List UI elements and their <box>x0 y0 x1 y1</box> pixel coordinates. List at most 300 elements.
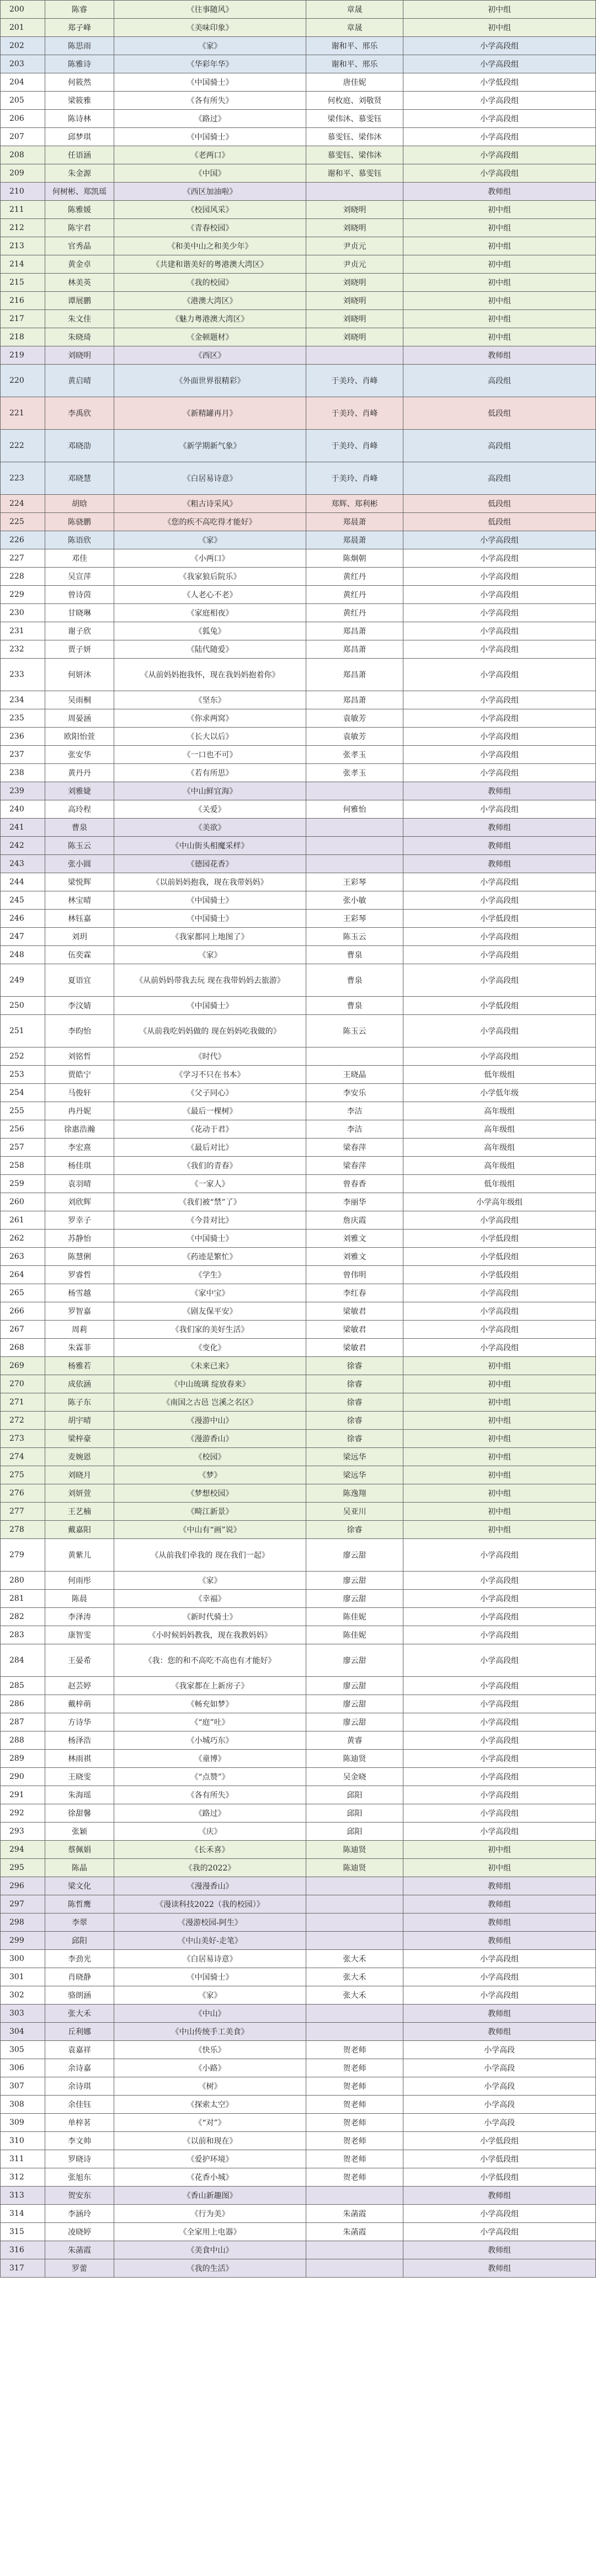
teacher-name-cell: 刘晓明 <box>306 219 403 237</box>
teacher-name-cell: 徐睿 <box>306 1393 403 1412</box>
table-row <box>1 1503 596 1521</box>
group-name-cell: 高段组 <box>403 462 596 495</box>
table-row <box>1 604 596 622</box>
row-number-cell: 280 <box>1 1572 45 1590</box>
student-name-cell: 单梓茗 <box>45 2114 114 2132</box>
table-row <box>1 1393 596 1412</box>
work-title-cell: 《坚东》 <box>114 691 306 709</box>
teacher-name-cell: 徐睿 <box>306 1521 403 1539</box>
teacher-name-cell: 廖云甜 <box>306 1539 403 1572</box>
student-name-cell: 陈晶 <box>45 1859 114 1877</box>
student-name-cell: 林美英 <box>45 274 114 292</box>
work-title-cell: 《中国骑士》 <box>114 128 306 146</box>
row-number-cell: 281 <box>1 1590 45 1608</box>
work-title-cell: 《我的生活》 <box>114 2259 306 2278</box>
table-row <box>1 764 596 782</box>
table-row <box>1 2023 596 2041</box>
table-row <box>1 237 596 255</box>
student-name-cell: 陈子东 <box>45 1393 114 1412</box>
teacher-name-cell: 廖云甜 <box>306 1713 403 1731</box>
work-title-cell: 《家》 <box>114 531 306 549</box>
student-name-cell: 刘晓明 <box>45 346 114 365</box>
work-title-cell: 《最后一棵树》 <box>114 1102 306 1120</box>
table-row <box>1 37 596 55</box>
group-name-cell: 小学低段组 <box>403 2168 596 2187</box>
student-name-cell: 朱菡霞 <box>45 2241 114 2259</box>
table-row <box>1 1590 596 1608</box>
teacher-name-cell: 刘晓明 <box>306 274 403 292</box>
table-row <box>1 397 596 430</box>
row-number-cell: 225 <box>1 513 45 531</box>
teacher-name-cell: 梁远华 <box>306 1448 403 1466</box>
work-title-cell: 《一口也不可》 <box>114 746 306 764</box>
teacher-name-cell: 于美玲、肖峰 <box>306 430 403 462</box>
work-title-cell: 《“对”》 <box>114 2114 306 2132</box>
group-name-cell: 小学高段组 <box>403 1321 596 1339</box>
group-name-cell: 小学高段组 <box>403 128 596 146</box>
work-title-cell: 《长大以后》 <box>114 728 306 746</box>
row-number-cell: 314 <box>1 2205 45 2223</box>
teacher-name-cell: 陈佳妮 <box>306 1608 403 1626</box>
group-name-cell: 小学高段 <box>403 2077 596 2096</box>
group-name-cell: 小学高段组 <box>403 709 596 728</box>
table-row <box>1 1066 596 1084</box>
group-name-cell: 小学高段组 <box>403 1713 596 1731</box>
group-name-cell: 小学高段组 <box>403 568 596 586</box>
row-number-cell: 236 <box>1 728 45 746</box>
work-title-cell: 《我们的青春》 <box>114 1157 306 1175</box>
student-name-cell: 郑子峰 <box>45 19 114 37</box>
student-name-cell: 陈慧俐 <box>45 1248 114 1266</box>
work-title-cell: 《外面世界很精彩》 <box>114 365 306 397</box>
table-row <box>1 73 596 92</box>
teacher-name-cell: 刘晓明 <box>306 328 403 346</box>
teacher-name-cell: 张大禾 <box>306 1950 403 1968</box>
table-row <box>1 2205 596 2223</box>
work-title-cell: 《漫读科技2022（我的校园）》 <box>114 1895 306 1914</box>
student-name-cell: 黄丹丹 <box>45 764 114 782</box>
row-number-cell: 265 <box>1 1284 45 1302</box>
teacher-name-cell: 于美玲、肖峰 <box>306 462 403 495</box>
group-name-cell: 小学高段组 <box>403 622 596 640</box>
work-title-cell: 《家》 <box>114 37 306 55</box>
student-name-cell: 刘铭哲 <box>45 1047 114 1066</box>
group-name-cell: 小学高段组 <box>403 110 596 128</box>
table-row <box>1 640 596 659</box>
group-name-cell: 小学高段组 <box>403 1572 596 1590</box>
teacher-name-cell: 郑昌萧 <box>306 622 403 640</box>
student-name-cell: 欧阳怡萱 <box>45 728 114 746</box>
row-number-cell: 272 <box>1 1412 45 1430</box>
group-name-cell: 小学低段组 <box>403 1230 596 1248</box>
teacher-name-cell: 张小敏 <box>306 891 403 910</box>
group-name-cell: 高年级组 <box>403 1139 596 1157</box>
group-name-cell: 教师组 <box>403 346 596 365</box>
table-row <box>1 274 596 292</box>
work-title-cell: 《中国骑士》 <box>114 997 306 1015</box>
table-row <box>1 1644 596 1677</box>
student-name-cell: 吴雨桐 <box>45 691 114 709</box>
student-name-cell: 朱金源 <box>45 164 114 183</box>
teacher-name-cell <box>306 2187 403 2205</box>
table-row <box>1 2059 596 2077</box>
work-title-cell: 《我们被“禁”了》 <box>114 1193 306 1211</box>
teacher-name-cell: 陈迪贤 <box>306 1750 403 1768</box>
table-row <box>1 513 596 531</box>
teacher-name-cell: 郑晨萧 <box>306 513 403 531</box>
student-name-cell: 伍奕霖 <box>45 946 114 964</box>
group-name-cell: 小学高段组 <box>403 1211 596 1230</box>
student-name-cell: 胡宇晴 <box>45 1412 114 1430</box>
work-title-cell: 《人老心不老》 <box>114 586 306 604</box>
table-row <box>1 1484 596 1503</box>
table-row <box>1 964 596 997</box>
row-number-cell: 245 <box>1 891 45 910</box>
table-row <box>1 2168 596 2187</box>
group-name-cell: 初中组 <box>403 310 596 328</box>
row-number-cell: 256 <box>1 1120 45 1139</box>
teacher-name-cell: 吴亚川 <box>306 1503 403 1521</box>
table-row <box>1 1895 596 1914</box>
student-name-cell: 周莉 <box>45 1321 114 1339</box>
work-title-cell: 《小时候妈妈教我，现在我教妈妈》 <box>114 1626 306 1644</box>
table-row <box>1 1 596 19</box>
row-number-cell: 242 <box>1 837 45 855</box>
group-name-cell: 小学高段 <box>403 2059 596 2077</box>
row-number-cell: 248 <box>1 946 45 964</box>
student-name-cell: 何筱然 <box>45 73 114 92</box>
teacher-name-cell: 邱阳 <box>306 1786 403 1804</box>
student-name-cell: 陈诗林 <box>45 110 114 128</box>
row-number-cell: 276 <box>1 1484 45 1503</box>
group-name-cell: 小学高段组 <box>403 1677 596 1695</box>
group-name-cell: 初中组 <box>403 237 596 255</box>
work-title-cell: 《父子同心》 <box>114 1084 306 1102</box>
row-number-cell: 316 <box>1 2241 45 2259</box>
student-name-cell: 罗睿哲 <box>45 1266 114 1284</box>
table-row <box>1 746 596 764</box>
row-number-cell: 252 <box>1 1047 45 1066</box>
teacher-name-cell: 王彩琴 <box>306 873 403 891</box>
teacher-name-cell: 尹贞元 <box>306 237 403 255</box>
teacher-name-cell: 张孝玉 <box>306 764 403 782</box>
student-name-cell: 骆朗涵 <box>45 1986 114 2005</box>
student-name-cell: 罗晓诗 <box>45 2150 114 2168</box>
row-number-cell: 287 <box>1 1713 45 1731</box>
teacher-name-cell: 李丽华 <box>306 1193 403 1211</box>
table-row <box>1 1211 596 1230</box>
teacher-name-cell: 梁伟沐、慕雯钰 <box>306 110 403 128</box>
teacher-name-cell: 陈炯朝 <box>306 549 403 568</box>
row-number-cell: 269 <box>1 1357 45 1375</box>
row-number-cell: 206 <box>1 110 45 128</box>
row-number-cell: 222 <box>1 430 45 462</box>
teacher-name-cell <box>306 819 403 837</box>
row-number-cell: 302 <box>1 1986 45 2005</box>
work-title-cell: 《剧友保平安》 <box>114 1302 306 1321</box>
row-number-cell: 300 <box>1 1950 45 1968</box>
work-title-cell: 《未来已来》 <box>114 1357 306 1375</box>
table-row <box>1 128 596 146</box>
group-name-cell: 初中组 <box>403 201 596 219</box>
teacher-name-cell <box>306 1914 403 1932</box>
work-title-cell: 《白居易诗意》 <box>114 1950 306 1968</box>
teacher-name-cell: 章晟 <box>306 19 403 37</box>
work-title-cell: 《从前妈妈抱我怀，现在我妈妈抱着你》 <box>114 659 306 691</box>
table-row <box>1 873 596 891</box>
work-title-cell: 《家庭相夜》 <box>114 604 306 622</box>
student-name-cell: 余诗嘉 <box>45 2059 114 2077</box>
table-row <box>1 1823 596 1841</box>
group-name-cell: 教师组 <box>403 2023 596 2041</box>
group-name-cell: 低段组 <box>403 513 596 531</box>
group-name-cell: 小学低段组 <box>403 2132 596 2150</box>
row-number-cell: 275 <box>1 1466 45 1484</box>
group-name-cell: 教师组 <box>403 1932 596 1950</box>
group-name-cell: 小学高段组 <box>403 55 596 73</box>
student-name-cell: 李宏熹 <box>45 1139 114 1157</box>
student-name-cell: 蔡佩娟 <box>45 1841 114 1859</box>
work-title-cell: 《往事随风》 <box>114 1 306 19</box>
group-name-cell: 小学高段组 <box>403 1786 596 1804</box>
teacher-name-cell: 徐睿 <box>306 1375 403 1393</box>
table-row <box>1 1230 596 1248</box>
table-row <box>1 1248 596 1266</box>
group-name-cell: 小学高段组 <box>403 1986 596 2005</box>
work-title-cell: 《粗古诗采风》 <box>114 495 306 513</box>
group-name-cell: 教师组 <box>403 2005 596 2023</box>
student-name-cell: 马俊轩 <box>45 1084 114 1102</box>
teacher-name-cell: 贺老师 <box>306 2041 403 2059</box>
table-row <box>1 709 596 728</box>
work-title-cell: 《从前我吃妈妈做的 现在妈妈吃我做的》 <box>114 1015 306 1047</box>
row-number-cell: 305 <box>1 2041 45 2059</box>
student-name-cell: 徐惠浩瀚 <box>45 1120 114 1139</box>
teacher-name-cell: 陈逸翔 <box>306 1484 403 1503</box>
table-row <box>1 2077 596 2096</box>
row-number-cell: 267 <box>1 1321 45 1339</box>
row-number-cell: 309 <box>1 2114 45 2132</box>
work-title-cell: 《行为美》 <box>114 2205 306 2223</box>
student-name-cell: 梁梓豪 <box>45 1430 114 1448</box>
student-name-cell: 邓晓慧 <box>45 462 114 495</box>
student-name-cell: 谭展鹏 <box>45 292 114 310</box>
teacher-name-cell: 朱菡霞 <box>306 2205 403 2223</box>
row-number-cell: 268 <box>1 1339 45 1357</box>
group-name-cell: 初中组 <box>403 274 596 292</box>
teacher-name-cell: 刘雅文 <box>306 1248 403 1266</box>
work-title-cell: 《香山新趣图》 <box>114 2187 306 2205</box>
table-row <box>1 531 596 549</box>
teacher-name-cell: 李安乐 <box>306 1084 403 1102</box>
student-name-cell: 夏语宜 <box>45 964 114 997</box>
teacher-name-cell: 梁敏君 <box>306 1339 403 1357</box>
student-name-cell: 陈晨 <box>45 1590 114 1608</box>
group-name-cell: 小学高段组 <box>403 946 596 964</box>
group-name-cell: 小学高段组 <box>403 728 596 746</box>
work-title-cell: 《“庭”吐》 <box>114 1713 306 1731</box>
table-row <box>1 549 596 568</box>
row-number-cell: 211 <box>1 201 45 219</box>
row-number-cell: 312 <box>1 2168 45 2187</box>
student-name-cell: 黄金卓 <box>45 255 114 274</box>
work-title-cell: 《美食中山》 <box>114 2241 306 2259</box>
work-title-cell: 《学生》 <box>114 1266 306 1284</box>
table-row <box>1 1677 596 1695</box>
work-title-cell: 《梦想校园》 <box>114 1484 306 1503</box>
table-row <box>1 1859 596 1877</box>
row-number-cell: 234 <box>1 691 45 709</box>
table-row <box>1 800 596 819</box>
student-name-cell: 肖晓静 <box>45 1968 114 1986</box>
group-name-cell: 小学高段组 <box>403 1539 596 1572</box>
teacher-name-cell: 谢和平、邢乐 <box>306 37 403 55</box>
teacher-name-cell: 梁春萍 <box>306 1157 403 1175</box>
group-name-cell: 小学高段组 <box>403 586 596 604</box>
group-name-cell: 小学低段组 <box>403 997 596 1015</box>
student-name-cell: 曾诗茵 <box>45 586 114 604</box>
row-number-cell: 264 <box>1 1266 45 1284</box>
student-name-cell: 邱梦琪 <box>45 128 114 146</box>
work-title-cell: 《“点赞”》 <box>114 1768 306 1786</box>
teacher-name-cell <box>306 2259 403 2278</box>
work-title-cell: 《家中宝》 <box>114 1284 306 1302</box>
student-name-cell: 李涵玲 <box>45 2205 114 2223</box>
row-number-cell: 219 <box>1 346 45 365</box>
work-title-cell: 《西区》 <box>114 346 306 365</box>
table-row <box>1 1932 596 1950</box>
work-title-cell: 《华彩年华》 <box>114 55 306 73</box>
table-row <box>1 183 596 201</box>
group-name-cell: 小学高段组 <box>403 1015 596 1047</box>
student-name-cell: 刘欣辉 <box>45 1193 114 1211</box>
teacher-name-cell: 郑昌萧 <box>306 640 403 659</box>
table-row <box>1 1608 596 1626</box>
teacher-name-cell: 吴金晓 <box>306 1768 403 1786</box>
work-title-cell: 《小两口》 <box>114 549 306 568</box>
work-title-cell: 《校园》 <box>114 1448 306 1466</box>
table-row <box>1 691 596 709</box>
work-title-cell: 《庆》 <box>114 1823 306 1841</box>
student-name-cell: 朱霖菲 <box>45 1339 114 1357</box>
group-name-cell: 高段组 <box>403 365 596 397</box>
group-name-cell: 初中组 <box>403 1375 596 1393</box>
student-name-cell: 康智雯 <box>45 1626 114 1644</box>
teacher-name-cell: 廖云甜 <box>306 1695 403 1713</box>
group-name-cell: 初中组 <box>403 1430 596 1448</box>
table-row <box>1 997 596 1015</box>
row-number-cell: 209 <box>1 164 45 183</box>
row-number-cell: 217 <box>1 310 45 328</box>
row-number-cell: 261 <box>1 1211 45 1230</box>
table-row <box>1 782 596 800</box>
teacher-name-cell: 刘晓明 <box>306 292 403 310</box>
group-name-cell: 小学高段组 <box>403 1968 596 1986</box>
teacher-name-cell: 陈玉云 <box>306 928 403 946</box>
work-title-cell: 《学习不只在书本》 <box>114 1066 306 1084</box>
row-number-cell: 306 <box>1 2059 45 2077</box>
row-number-cell: 258 <box>1 1157 45 1175</box>
table-row <box>1 1786 596 1804</box>
teacher-name-cell: 廖云甜 <box>306 1644 403 1677</box>
work-title-cell: 《我的2022》 <box>114 1859 306 1877</box>
row-number-cell: 294 <box>1 1841 45 1859</box>
student-name-cell: 方诗华 <box>45 1713 114 1731</box>
work-title-cell: 《漫漫香山》 <box>114 1877 306 1895</box>
row-number-cell: 253 <box>1 1066 45 1084</box>
group-name-cell: 初中组 <box>403 292 596 310</box>
table-row <box>1 891 596 910</box>
teacher-name-cell: 刘雅文 <box>306 1230 403 1248</box>
student-name-cell: 黄启晴 <box>45 365 114 397</box>
table-row <box>1 1302 596 1321</box>
work-title-cell: 《美欲》 <box>114 819 306 837</box>
group-name-cell: 小学高段组 <box>403 531 596 549</box>
teacher-name-cell: 朱菡霞 <box>306 2223 403 2241</box>
student-name-cell: 贾皓宁 <box>45 1066 114 1084</box>
teacher-name-cell: 黄红丹 <box>306 568 403 586</box>
student-name-cell: 陈宇君 <box>45 219 114 237</box>
row-number-cell: 213 <box>1 237 45 255</box>
student-name-cell: 甘晓琳 <box>45 604 114 622</box>
table-row <box>1 146 596 164</box>
student-name-cell: 苏静怡 <box>45 1230 114 1248</box>
table-row <box>1 1572 596 1590</box>
work-title-cell: 《家》 <box>114 1572 306 1590</box>
table-row <box>1 310 596 328</box>
row-number-cell: 315 <box>1 2223 45 2241</box>
table-row <box>1 1986 596 2005</box>
row-number-cell: 210 <box>1 183 45 201</box>
work-title-cell: 《南国之古邑 岂溪之名区》 <box>114 1393 306 1412</box>
group-name-cell: 小学高段组 <box>403 146 596 164</box>
group-name-cell: 初中组 <box>403 219 596 237</box>
teacher-name-cell: 梁敏君 <box>306 1321 403 1339</box>
group-name-cell: 低年级组 <box>403 1175 596 1193</box>
teacher-name-cell: 袁敏芳 <box>306 709 403 728</box>
group-name-cell: 小学低年级 <box>403 1084 596 1102</box>
work-title-cell: 《中国骑士》 <box>114 910 306 928</box>
student-name-cell: 麦婉恩 <box>45 1448 114 1466</box>
row-number-cell: 299 <box>1 1932 45 1950</box>
row-number-cell: 243 <box>1 855 45 873</box>
row-number-cell: 291 <box>1 1786 45 1804</box>
row-number-cell: 307 <box>1 2077 45 2096</box>
table-row <box>1 2259 596 2278</box>
row-number-cell: 282 <box>1 1608 45 1626</box>
group-name-cell: 初中组 <box>403 1859 596 1877</box>
teacher-name-cell <box>306 1047 403 1066</box>
teacher-name-cell: 张孝玉 <box>306 746 403 764</box>
table-row <box>1 1157 596 1175</box>
row-number-cell: 240 <box>1 800 45 819</box>
group-name-cell: 小学高段组 <box>403 164 596 183</box>
group-name-cell: 小学高段组 <box>403 1731 596 1750</box>
group-name-cell: 教师组 <box>403 1895 596 1914</box>
teacher-name-cell <box>306 837 403 855</box>
table-row <box>1 946 596 964</box>
work-title-cell: 《漫游校园-阿生》 <box>114 1914 306 1932</box>
row-number-cell: 263 <box>1 1248 45 1266</box>
student-name-cell: 吴宣萍 <box>45 568 114 586</box>
row-number-cell: 212 <box>1 219 45 237</box>
group-name-cell: 小学高段组 <box>403 1750 596 1768</box>
teacher-name-cell: 谢和平、邢乐 <box>306 55 403 73</box>
group-name-cell: 小学低段组 <box>403 1266 596 1284</box>
table-row <box>1 2132 596 2150</box>
table-row <box>1 1412 596 1430</box>
student-name-cell: 袁嘉祥 <box>45 2041 114 2059</box>
